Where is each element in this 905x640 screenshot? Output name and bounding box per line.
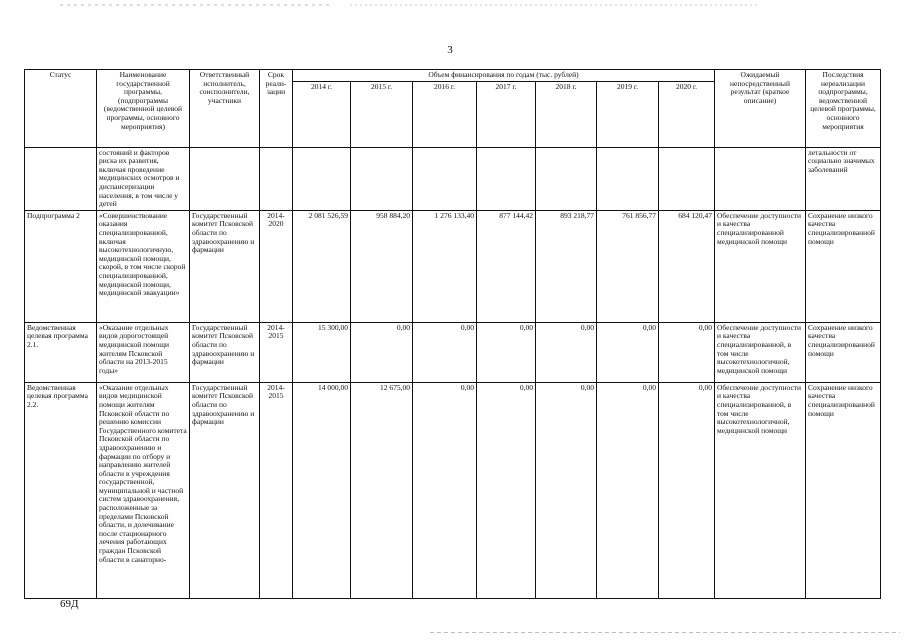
cell-consequences: Сохранение низкого качества специализированной помощи — [806, 382, 881, 598]
cell-amount: 12 675,00 — [351, 382, 413, 598]
cell-status: Ведомственная целевая программа 2.1. — [25, 322, 97, 382]
cell-amount: 0,00 — [536, 382, 597, 598]
cell-amount: 0,00 — [477, 322, 536, 382]
cell-result: Обеспечение доступности и качества специализированной, в том числе высокотехнологичной, медицинской помощи — [715, 322, 806, 382]
cell-consequences: Сохранение низкого качества специализированной помощи — [806, 210, 881, 322]
cell-result — [715, 147, 806, 210]
table-row — [25, 382, 881, 598]
cell-period — [260, 147, 293, 210]
cell-executor: Государственный комитет Псковской области по здравоохранению и фармации — [190, 382, 260, 598]
cell-amount: 0,00 — [536, 322, 597, 382]
header-year: 2016 г. — [413, 81, 477, 147]
header-consequences: Последствия нереализации подпрограммы, ведомственной целевой программы, основного мероприятия — [806, 70, 881, 148]
cell-amount: 0,00 — [477, 382, 536, 598]
cell-amount — [413, 147, 477, 210]
cell-amount: 0,00 — [413, 322, 477, 382]
table-row — [25, 147, 881, 210]
header-year: 2017 г. — [477, 81, 536, 147]
table-row — [25, 322, 881, 382]
header-result: Ожидаемый непосредственный результат (краткое описание) — [715, 70, 806, 148]
header-year: 2014 г. — [293, 81, 351, 147]
header-year: 2015 г. — [351, 81, 413, 147]
cell-name: «Оказание отдельных видов дорогостоящей медицинской помощи жителям Псковской области на 2013-2015 годы» — [97, 322, 190, 382]
cell-amount: 877 144,42 — [477, 210, 536, 322]
scan-noise-top — [0, 3, 905, 7]
cell-amount: 893 218,77 — [536, 210, 597, 322]
page-number: 3 — [447, 44, 453, 56]
cell-status: Ведомственная целевая программа 2.2. — [25, 382, 97, 598]
cell-name: состояний и факторов риска их развития, включая проведение медицинских осмотров и диспансеризации населения, в том числе у детей — [97, 147, 190, 210]
cell-amount: 0,00 — [597, 382, 659, 598]
header-period: Срок реали-зации — [260, 70, 293, 148]
header-year: 2018 г. — [536, 81, 597, 147]
cell-amount: 0,00 — [597, 322, 659, 382]
cell-consequences: Сохранение низкого качества специализированной помощи — [806, 322, 881, 382]
cell-name: «Оказание отдельных видов медицинской помощи жителям Псковской области по решению комиссии Государственного комитета Псковской области по здравоохранению и фармации по отбору и направлению жителей области в учреждения государственной, муниципальной и частной систем здравоохранения, расположенные за пределами Псковской области, и долечивание после стационарного лечения работающих граждан Псковской области в санаторно- — [97, 382, 190, 598]
header-name: Наименование государственной программы, (подпрограммы (ведомственной целевой программы, основного мероприятия) — [97, 70, 190, 148]
header-year: 2019 г. — [597, 81, 659, 147]
scan-noise-bottom — [430, 631, 900, 634]
cell-amount: 15 300,00 — [293, 322, 351, 382]
cell-amount: 14 000,00 — [293, 382, 351, 598]
footer-code: 69Д — [60, 598, 79, 610]
table-header — [25, 70, 881, 148]
cell-executor: Государственный комитет Псковской области по здравоохранению и фармации — [190, 210, 260, 322]
cell-name: «Совершенствование оказания специализированной, включая высокотехнологичную, медицинской помощи, скорой, в том числе скорой специализированной, медицинской помощи, медицинской эвакуации» — [97, 210, 190, 322]
cell-amount — [659, 147, 715, 210]
cell-period: 2014-2015 — [260, 322, 293, 382]
cell-period: 2014-2015 — [260, 382, 293, 598]
cell-amount — [597, 147, 659, 210]
cell-consequences: летальности от социально значимых заболеваний — [806, 147, 881, 210]
table-row — [25, 210, 881, 322]
cell-amount: 0,00 — [351, 322, 413, 382]
cell-result: Обеспечение доступности и качества специализированной медицинской помощи — [715, 210, 806, 322]
cell-amount: 0,00 — [659, 322, 715, 382]
table-body — [25, 147, 881, 598]
cell-amount: 761 856,77 — [597, 210, 659, 322]
cell-amount: 2 081 526,59 — [293, 210, 351, 322]
cell-status — [25, 147, 97, 210]
header-year: 2020 г. — [659, 81, 715, 147]
cell-amount: 958 884,20 — [351, 210, 413, 322]
cell-executor: Государственный комитет Псковской области по здравоохранению и фармации — [190, 322, 260, 382]
header-funding: Объем финансирования по годам (тыс. рублей) — [293, 70, 715, 82]
program-table — [24, 69, 881, 599]
cell-amount — [293, 147, 351, 210]
cell-executor — [190, 147, 260, 210]
cell-amount — [536, 147, 597, 210]
cell-status: Подпрограмма 2 — [25, 210, 97, 322]
cell-amount: 0,00 — [413, 382, 477, 598]
header-executor: Ответственный исполнитель, соисполнители, участники — [190, 70, 260, 148]
cell-amount: 0,00 — [659, 382, 715, 598]
cell-result: Обеспечение доступности и качества специализированной, в том числе высокотехнологичной, медицинской помощи — [715, 382, 806, 598]
header-status: Статус — [25, 70, 97, 148]
cell-amount — [477, 147, 536, 210]
cell-amount: 684 120,47 — [659, 210, 715, 322]
cell-amount — [351, 147, 413, 210]
cell-amount: 1 276 133,40 — [413, 210, 477, 322]
cell-period: 2014-2020 — [260, 210, 293, 322]
